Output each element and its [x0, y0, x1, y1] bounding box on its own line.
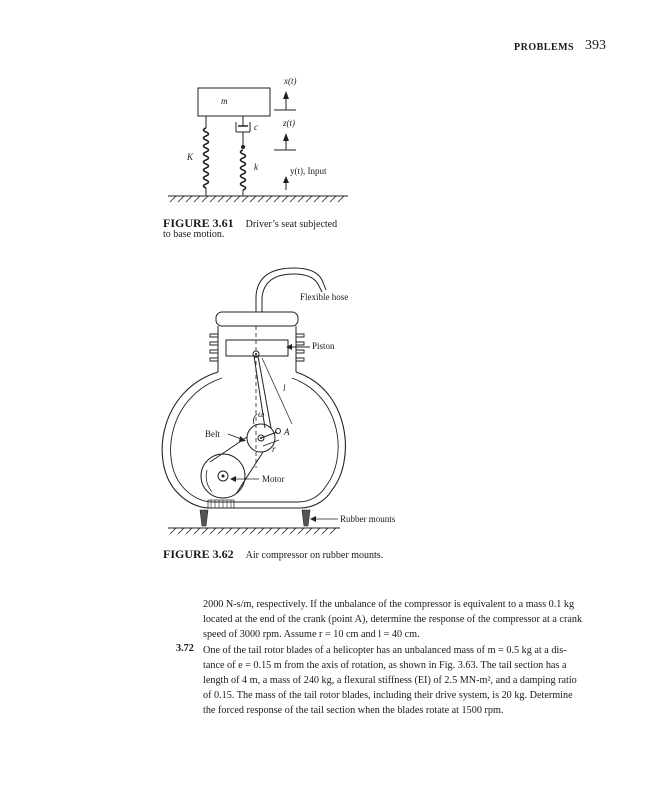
- continuation-line: 2000 N-s/m, respectively. If the unbalance of the compressor is equivalent to a mass 0.1 kg: [203, 599, 575, 610]
- continuation-line: speed of 3000 rpm. Assume r = 10 cm and l = 40 cm.: [203, 629, 420, 640]
- point-A: [276, 429, 281, 434]
- crank-radius-label: r: [272, 444, 276, 454]
- rod-length-label: l: [283, 383, 286, 393]
- continuation-line: located at the end of the crank (point A), determine the response of the compressor at a crank: [203, 614, 583, 625]
- problem-number: 3.72: [176, 643, 194, 654]
- figure-3-62-caption: [163, 545, 463, 563]
- figure-3-62-caption-text: Air compressor on rubber mounts.: [245, 550, 384, 561]
- z-coordinate-label: z(t): [283, 118, 295, 128]
- figure-3-61-label: FIGURE 3.61: [163, 216, 234, 230]
- point-A-label: A: [284, 427, 290, 437]
- mass-label: m: [221, 96, 228, 106]
- motor-label: Motor: [262, 474, 285, 484]
- page-number: 393: [585, 38, 606, 53]
- running-header-title: PROBLEMS: [514, 42, 575, 53]
- flexible-hose: [256, 268, 326, 312]
- x-coordinate-label: x(t): [284, 76, 297, 86]
- figure-3-62-label: FIGURE 3.62: [163, 547, 234, 561]
- problem-line: length of 4 m, a mass of 240 kg, a flexural stiffness (EI) of 2.5 MN-m², and a damping ratio: [203, 675, 577, 686]
- piston-label: Piston: [312, 341, 335, 351]
- rubber-mount-left: [200, 510, 208, 526]
- rubber-mount-right: [302, 510, 310, 526]
- omega-label: ω: [258, 409, 265, 419]
- belt-label: Belt: [205, 429, 220, 439]
- damper-label: c: [254, 122, 258, 132]
- problem-line: tance of e = 0.15 m from the axis of rotation, as shown in Fig. 3.63. The tail section has a: [203, 660, 567, 671]
- rubber-mounts-label: Rubber mounts: [340, 514, 396, 524]
- compressor-body: [162, 372, 345, 508]
- problem-line: of 0.15. The mass of the tail rotor blades, including their drive system, is 20 kg. Determine: [203, 690, 573, 701]
- problem-line: One of the tail rotor blades of a helicopter has an unbalanced mass of m = 0.5 kg at a dis-: [203, 645, 567, 656]
- piston: [226, 340, 288, 356]
- figure-3-61-caption-line1: Driver’s seat subjected: [245, 219, 338, 230]
- continuation-paragraph: [203, 597, 603, 642]
- y-input-label: y(t), Input: [290, 166, 327, 176]
- spring-K-label: K: [187, 152, 194, 162]
- spring-k-label: k: [254, 162, 258, 172]
- problem-3-72-text: [203, 643, 603, 718]
- flexible-hose-label: Flexible hose: [300, 292, 349, 302]
- problem-line: the forced response of the tail section when the blades rotate at 1500 rpm.: [203, 705, 504, 716]
- figure-3-61-caption-line2: to base motion.: [163, 229, 225, 240]
